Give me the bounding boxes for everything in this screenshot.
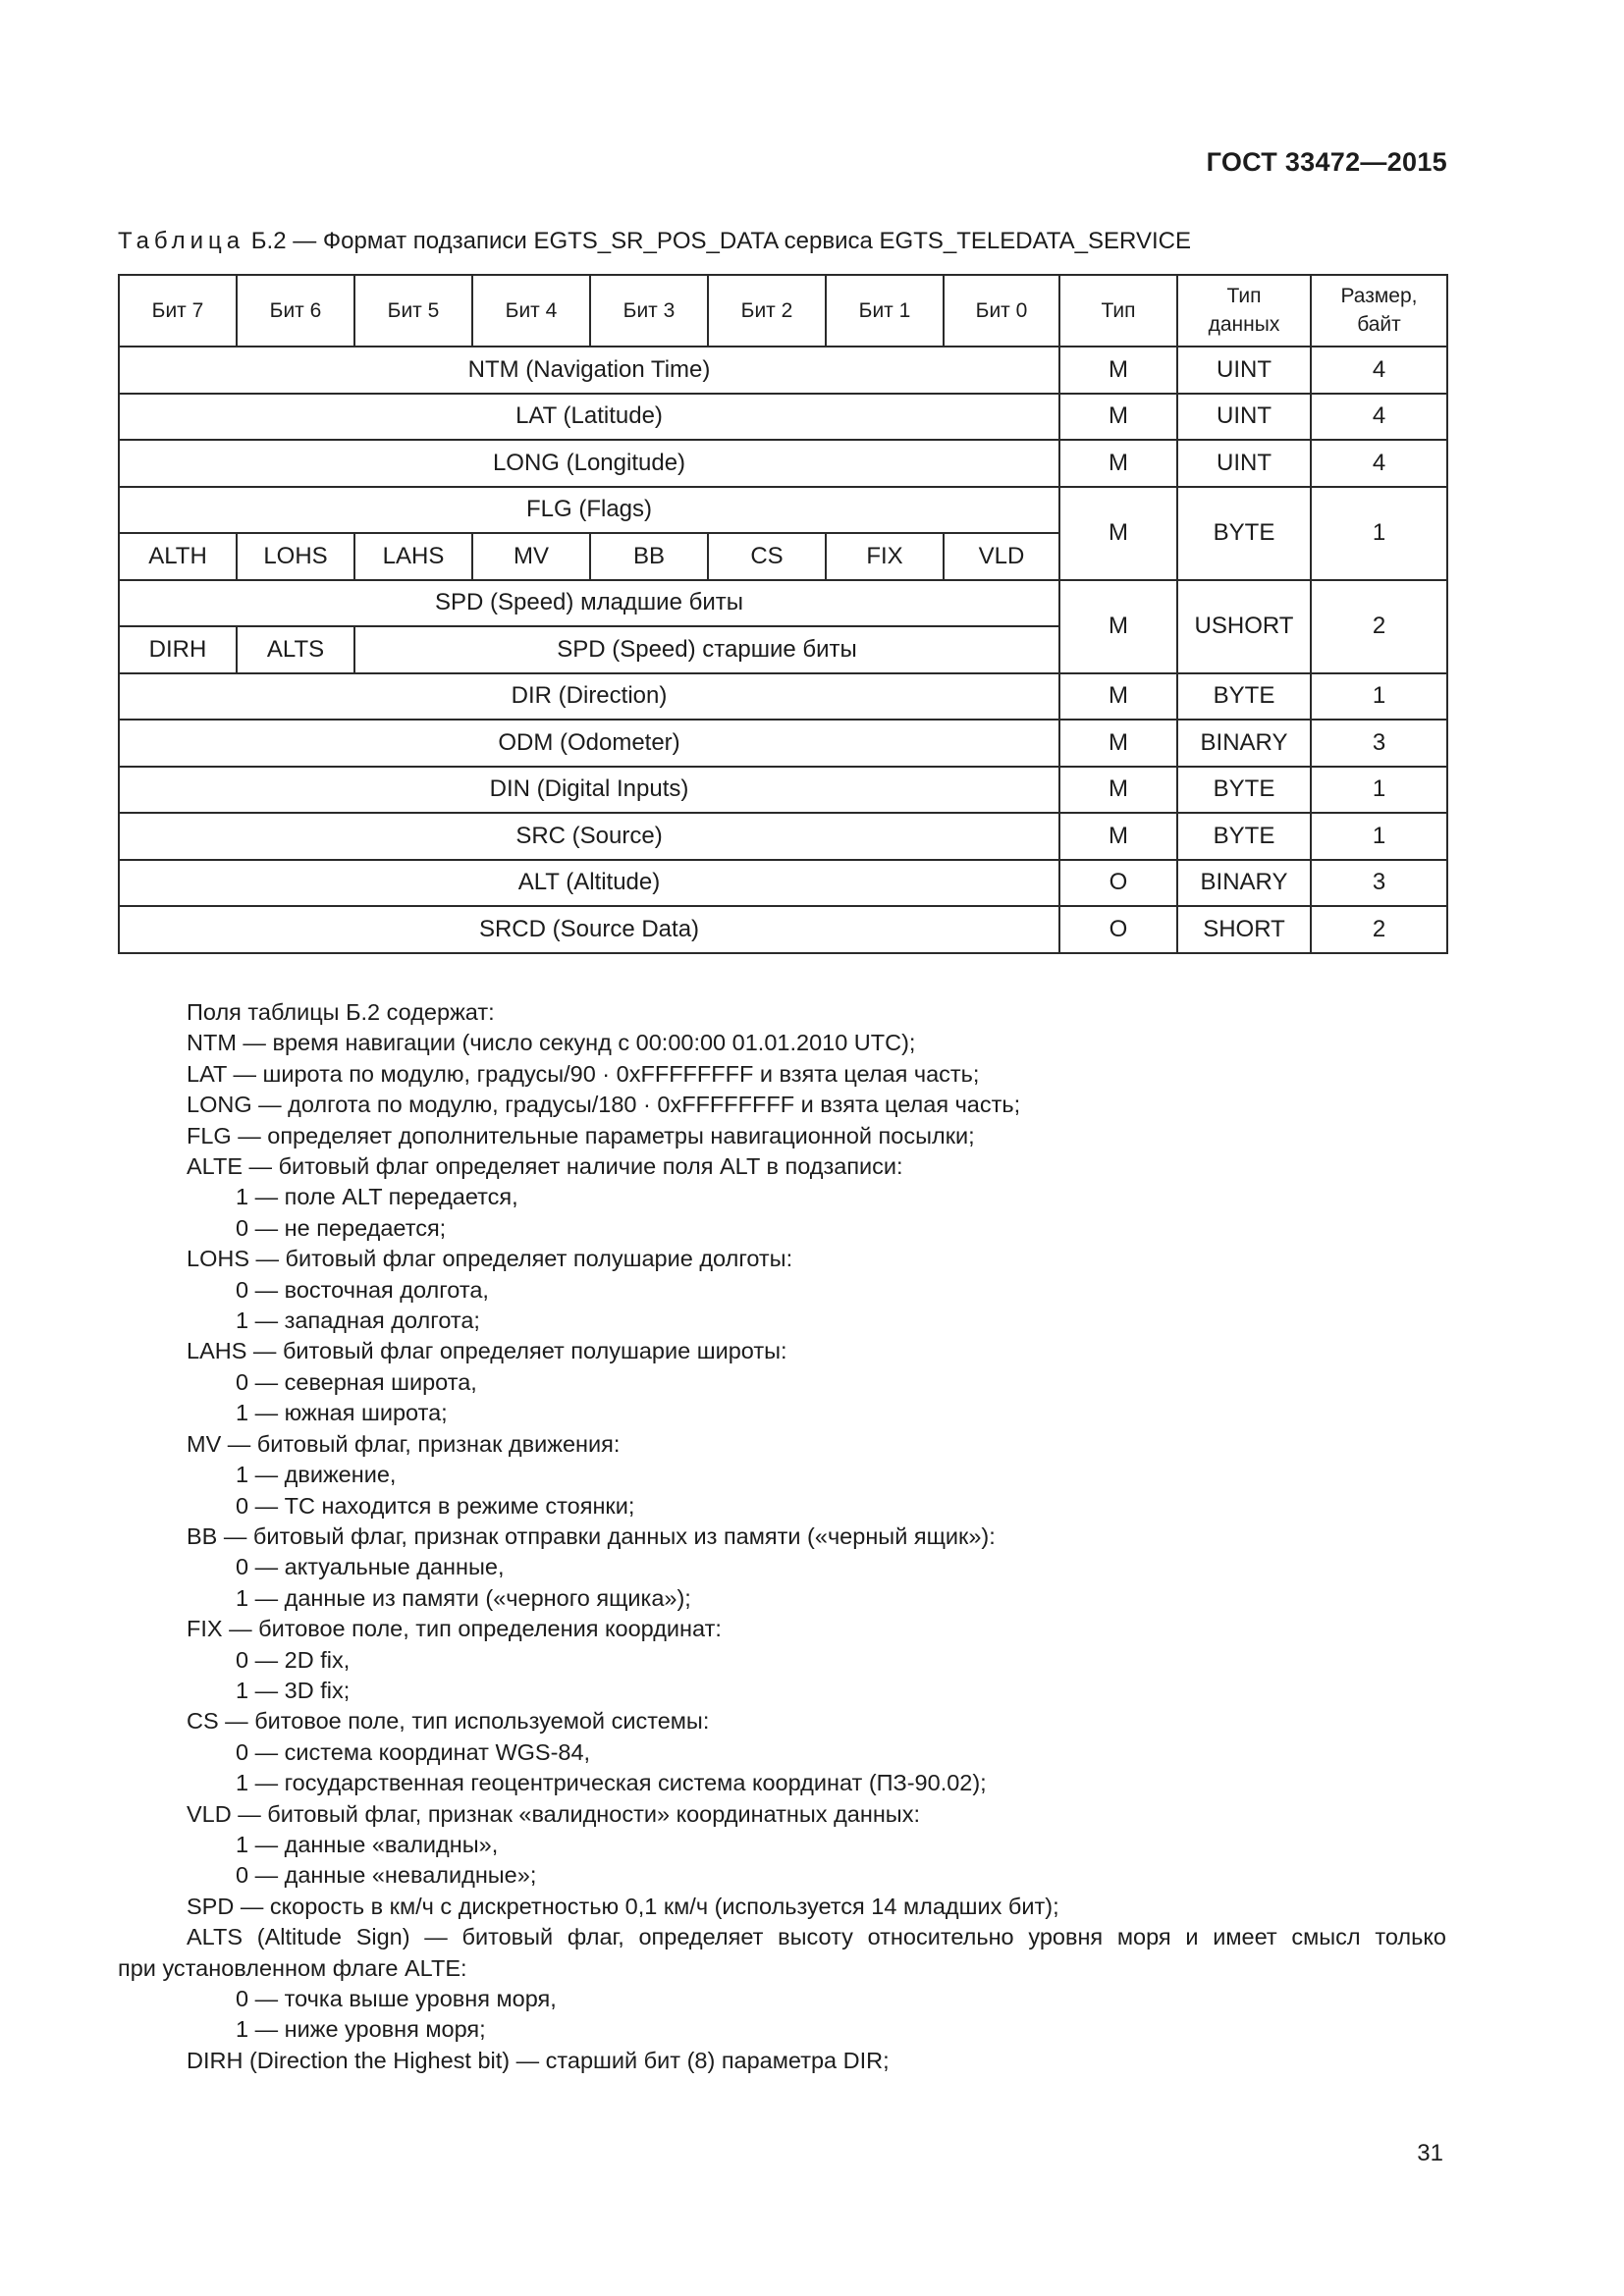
datatype-cell: BYTE: [1177, 813, 1311, 860]
size-cell: 1: [1311, 673, 1447, 721]
datatype-cell: BINARY: [1177, 860, 1311, 907]
header-size-line2: байт: [1357, 312, 1401, 336]
size-cell: 1: [1311, 487, 1447, 580]
body-line: 0 — не передается;: [236, 1214, 447, 1241]
body-line: 0 — восточная долгота,: [236, 1276, 489, 1303]
field-cell: DIN (Digital Inputs): [119, 767, 1059, 814]
table-row-flg: [119, 487, 1447, 534]
format-table: [118, 274, 1448, 954]
datatype-cell: BYTE: [1177, 487, 1311, 580]
field-descriptions: [118, 997, 1446, 2076]
body-line: при установленном флаге ALTE:: [118, 1954, 467, 1981]
flg-bit-lohs: LOHS: [237, 533, 354, 580]
table-row: [119, 440, 1447, 487]
body-line: MV — битовый флаг, признак движения:: [187, 1430, 621, 1457]
header-bit0: Бит 0: [944, 275, 1059, 347]
page-number: 31: [1417, 2140, 1443, 2166]
size-cell: 1: [1311, 767, 1447, 814]
header-datatype-line1: Тип: [1226, 285, 1262, 308]
body-line: 0 — данные «невалидные»;: [236, 1862, 537, 1889]
datatype-cell: UINT: [1177, 394, 1311, 441]
body-line: 1 — поле ALT передается,: [236, 1184, 518, 1210]
body-line: NTM — время навигации (число секунд с 00:00:00 01.01.2010 UTC);: [187, 1030, 916, 1056]
table-row: [119, 394, 1447, 441]
header-bit3: Бит 3: [590, 275, 708, 347]
spd-low-cell: SPD (Speed) младшие биты: [119, 580, 1059, 627]
field-cell: ALT (Altitude): [119, 860, 1059, 907]
header-bit5: Бит 5: [354, 275, 472, 347]
field-cell: NTM (Navigation Time): [119, 347, 1059, 394]
body-line: 1 — данные «валидны»,: [236, 1831, 499, 1857]
field-cell: ODM (Odometer): [119, 720, 1059, 767]
table-row: [119, 906, 1447, 953]
body-line: 1 — данные из памяти («черного ящика»);: [236, 1584, 691, 1611]
flg-bit-lahs: LAHS: [354, 533, 472, 580]
body-line: FLG — определяет дополнительные параметры навигационной посылки;: [187, 1122, 975, 1148]
spd-bit-alts: ALTS: [237, 626, 354, 673]
field-cell: SRCD (Source Data): [119, 906, 1059, 953]
standard-header: ГОСТ 33472—2015: [1206, 147, 1447, 177]
body-line: ALTE — битовый флаг определяет наличие поля ALT в подзаписи:: [187, 1153, 903, 1180]
field-cell: LAT (Latitude): [119, 394, 1059, 441]
body-line: 0 — 2D fix,: [236, 1646, 351, 1673]
datatype-cell: BYTE: [1177, 673, 1311, 721]
size-cell: 2: [1311, 906, 1447, 953]
body-line: 1 — западная долгота;: [236, 1308, 480, 1334]
body-line: CS — битовое поле, тип используемой системы:: [187, 1708, 710, 1735]
body-line: 0 — северная широта,: [236, 1368, 477, 1395]
flg-bit-mv: MV: [472, 533, 590, 580]
header-bit4: Бит 4: [472, 275, 590, 347]
size-cell: 3: [1311, 720, 1447, 767]
table-header-row: [119, 275, 1447, 347]
size-cell: 4: [1311, 440, 1447, 487]
body-line: 1 — 3D fix;: [236, 1677, 351, 1703]
size-cell: 4: [1311, 394, 1447, 441]
body-line: Поля таблицы Б.2 содержат:: [187, 999, 495, 1025]
header-bit2: Бит 2: [708, 275, 826, 347]
caption-text: Б.2 — Формат подзаписи EGTS_SR_POS_DATA сервиса EGTS_TELEDATA_SERVICE: [244, 228, 1191, 254]
table-row: [119, 813, 1447, 860]
type-cell: O: [1059, 906, 1177, 953]
size-cell: 3: [1311, 860, 1447, 907]
header-type: Тип: [1059, 275, 1177, 347]
table-row: [119, 720, 1447, 767]
table-row-spd: [119, 580, 1447, 627]
body-line: LONG — долгота по модулю, градусы/180 · 0xFFFFFFFF и взята целая часть;: [187, 1092, 1021, 1118]
type-cell: M: [1059, 813, 1177, 860]
type-cell: M: [1059, 580, 1177, 673]
type-cell: O: [1059, 860, 1177, 907]
flg-bit-fix: FIX: [826, 533, 944, 580]
body-line: 0 — актуальные данные,: [236, 1554, 505, 1580]
datatype-cell: UINT: [1177, 347, 1311, 394]
body-line: BB — битовый флаг, признак отправки данных из памяти («черный ящик»):: [187, 1522, 996, 1549]
datatype-cell: UINT: [1177, 440, 1311, 487]
body-line: 1 — южная широта;: [236, 1400, 448, 1426]
datatype-cell: USHORT: [1177, 580, 1311, 673]
type-cell: M: [1059, 394, 1177, 441]
datatype-cell: SHORT: [1177, 906, 1311, 953]
datatype-cell: BINARY: [1177, 720, 1311, 767]
spd-high-cell: SPD (Speed) старшие биты: [354, 626, 1059, 673]
size-cell: 1: [1311, 813, 1447, 860]
type-cell: M: [1059, 347, 1177, 394]
type-cell: M: [1059, 487, 1177, 580]
body-line: FIX — битовое поле, тип определения координат:: [187, 1616, 722, 1642]
body-line: 1 — ниже уровня моря;: [236, 2016, 486, 2043]
body-line: 0 — система координат WGS-84,: [236, 1738, 591, 1765]
flg-bit-alth: ALTH: [119, 533, 237, 580]
table-row: [119, 347, 1447, 394]
field-cell: LONG (Longitude): [119, 440, 1059, 487]
table-row: [119, 860, 1447, 907]
body-line: LAT — широта по модулю, градусы/90 · 0xFFFFFFFF и взята целая часть;: [187, 1060, 980, 1087]
flg-bit-bb: BB: [590, 533, 708, 580]
body-line: 0 — ТС находится в режиме стоянки;: [236, 1492, 635, 1519]
body-line: 0 — точка выше уровня моря,: [236, 1986, 557, 2011]
body-line: 1 — государственная геоцентрическая система координат (ПЗ-90.02);: [236, 1770, 987, 1796]
body-line: 1 — движение,: [236, 1462, 397, 1488]
header-bit7: Бит 7: [119, 275, 237, 347]
caption-label: Таблица: [118, 228, 245, 254]
datatype-cell: BYTE: [1177, 767, 1311, 814]
body-line: DIRH (Direction the Highest bit) — старший бит (8) параметра DIR;: [187, 2047, 890, 2073]
header-bit6: Бит 6: [237, 275, 354, 347]
header-datatype: [1177, 275, 1311, 347]
body-line: SPD — скорость в км/ч с дискретностью 0,1 км/ч (используется 14 младших бит);: [187, 1893, 1059, 1919]
type-cell: M: [1059, 440, 1177, 487]
body-line: LAHS — битовый флаг определяет полушарие широты:: [187, 1338, 787, 1364]
table-row: [119, 673, 1447, 721]
header-datatype-line2: данных: [1208, 312, 1280, 336]
size-cell: 4: [1311, 347, 1447, 394]
flg-bit-cs: CS: [708, 533, 826, 580]
type-cell: M: [1059, 673, 1177, 721]
body-line: ALTS (Altitude Sign) — битовый флаг, определяет высоту относительно уровня моря и имеет смысл только: [187, 1924, 1446, 1950]
size-cell: 2: [1311, 580, 1447, 673]
flg-bit-vld: VLD: [944, 533, 1059, 580]
header-size: [1311, 275, 1447, 347]
body-line: LOHS — битовый флаг определяет полушарие долготы:: [187, 1246, 793, 1272]
field-cell: SRC (Source): [119, 813, 1059, 860]
field-cell: DIR (Direction): [119, 673, 1059, 721]
table-caption: [118, 228, 1191, 255]
header-bit1: Бит 1: [826, 275, 944, 347]
header-size-line1: Размер,: [1340, 285, 1418, 308]
table-row: [119, 767, 1447, 814]
type-cell: M: [1059, 720, 1177, 767]
flg-field-cell: FLG (Flags): [119, 487, 1059, 534]
type-cell: M: [1059, 767, 1177, 814]
spd-bit-dirh: DIRH: [119, 626, 237, 673]
body-line: VLD — битовый флаг, признак «валидности» координатных данных:: [187, 1800, 920, 1827]
